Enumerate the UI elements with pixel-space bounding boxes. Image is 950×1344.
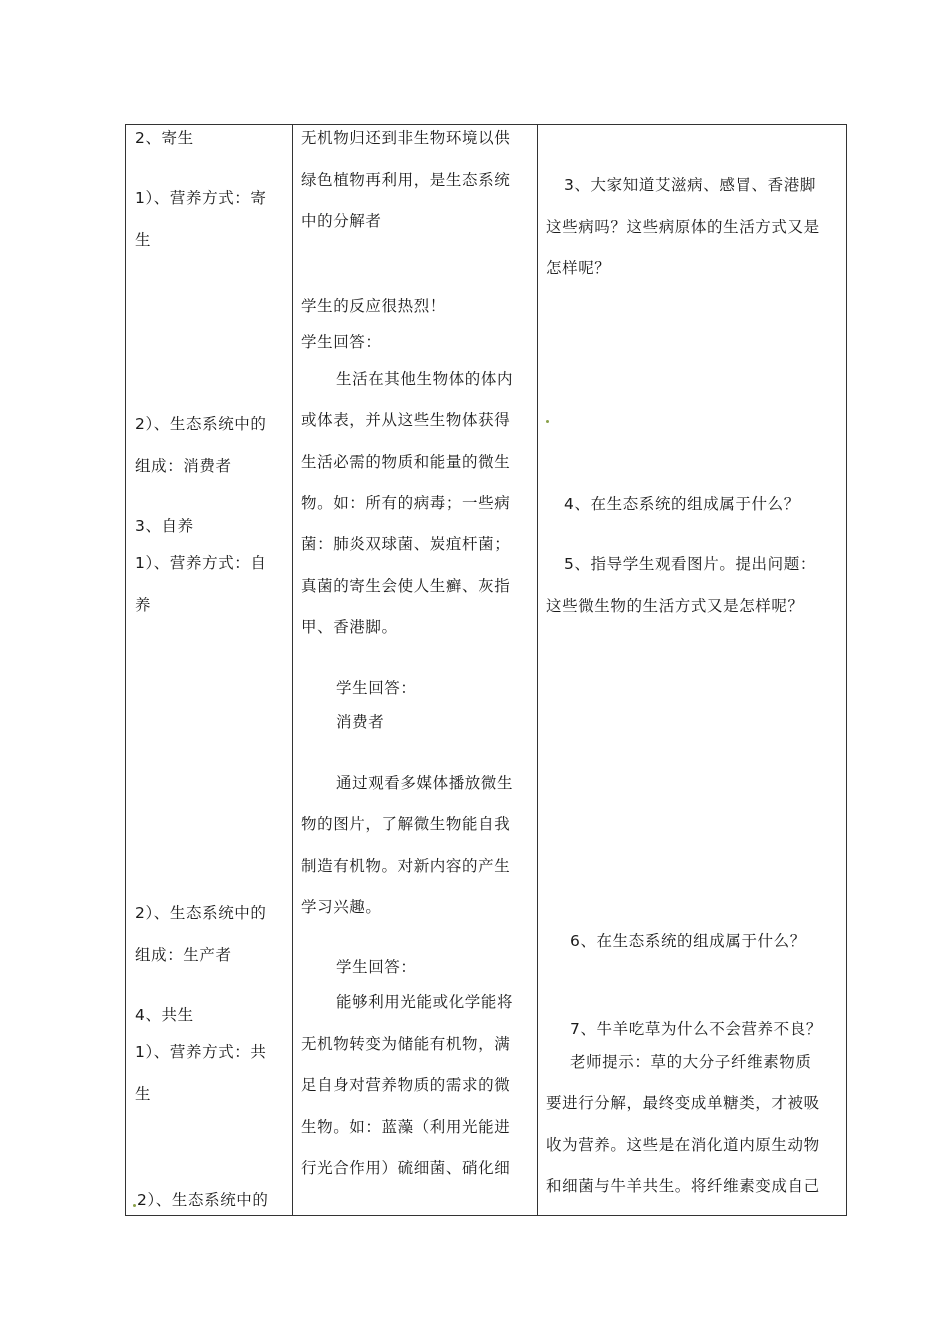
col3-line: 3、大家知道艾滋病、感冒、香港脚 bbox=[564, 176, 816, 194]
column-divider-1 bbox=[292, 125, 293, 1215]
col3-line: 老师提示：草的大分子纤维素物质 bbox=[570, 1053, 812, 1071]
col1-line: 2）、生态系统中的 bbox=[137, 1191, 269, 1209]
col3-line: 要进行分解，最终变成单糖类，才被吸 bbox=[546, 1094, 820, 1112]
col1-line: 1）、营养方式：寄 bbox=[135, 189, 267, 207]
col3-line: 收为营养。这些是在消化道内原生动物 bbox=[546, 1136, 820, 1154]
col1-line: 2、寄生 bbox=[135, 129, 194, 147]
col2-line: 中的分解者 bbox=[301, 212, 382, 230]
col2-line: 学生的反应很热烈！ bbox=[301, 297, 446, 315]
col2-line: 能够利用光能或化学能将 bbox=[336, 993, 514, 1011]
col2-line: 学生回答： bbox=[336, 679, 417, 697]
col2-line: 生物。如：蓝藻（利用光能进 bbox=[301, 1118, 511, 1136]
col3-line: 4、在生态系统的组成属于什么？ bbox=[564, 495, 800, 513]
col3-line: 这些微生物的生活方式又是怎样呢？ bbox=[546, 597, 804, 615]
col2-line: 菌：肺炎双球菌、炭疽杆菌； bbox=[301, 535, 511, 553]
col2-line: 学习兴趣。 bbox=[301, 898, 382, 916]
col1-line: 4、共生 bbox=[135, 1006, 194, 1024]
column-divider-2 bbox=[537, 125, 538, 1215]
col2-line: 物的图片，了解微生物能自我 bbox=[301, 815, 511, 833]
col2-line: 无机物转变为储能有机物，满 bbox=[301, 1035, 511, 1053]
col1-line: 生 bbox=[135, 1085, 152, 1103]
col1-line: 1）、营养方式：共 bbox=[135, 1043, 267, 1061]
col2-line: 物。如：所有的病毒；一些病 bbox=[301, 494, 511, 512]
col1-line: 2）、生态系统中的 bbox=[135, 415, 267, 433]
col1-line: 组成：生产者 bbox=[135, 946, 232, 964]
col1-line: 1）、营养方式：自 bbox=[135, 554, 267, 572]
col1-line: 生 bbox=[135, 231, 152, 249]
col3-line: 怎样呢？ bbox=[546, 259, 611, 277]
col2-line: 行光合作用）硫细菌、硝化细 bbox=[301, 1159, 511, 1177]
col2-line: 甲、香港脚。 bbox=[301, 618, 398, 636]
col3-line: 这些病吗？这些病原体的生活方式又是 bbox=[546, 218, 820, 236]
col2-line: 制造有机物。对新内容的产生 bbox=[301, 857, 511, 875]
col3-line: 和细菌与牛羊共生。将纤维素变成自己 bbox=[546, 1177, 820, 1195]
col2-line: 学生回答： bbox=[336, 958, 417, 976]
stray-mark bbox=[133, 1204, 136, 1207]
col3-line: 5、指导学生观看图片。提出问题： bbox=[564, 555, 816, 573]
col2-line: 绿色植物再利用，是生态系统 bbox=[301, 171, 511, 189]
stray-mark bbox=[546, 420, 549, 423]
col2-line: 或体表，并从这些生物体获得 bbox=[301, 411, 511, 429]
col2-line: 无机物归还到非生物环境以供 bbox=[301, 129, 511, 147]
col1-line: 组成：消费者 bbox=[135, 457, 232, 475]
col2-line: 真菌的寄生会使人生癣、灰指 bbox=[301, 577, 511, 595]
col2-line: 学生回答： bbox=[301, 333, 382, 351]
col1-line: 养 bbox=[135, 596, 152, 614]
col3-line: 6、在生态系统的组成属于什么？ bbox=[570, 932, 806, 950]
col2-line: 生活在其他生物体的体内 bbox=[336, 370, 514, 388]
col1-line: 3、自养 bbox=[135, 517, 194, 535]
col3-line: 7、牛羊吃草为什么不会营养不良？ bbox=[570, 1020, 822, 1038]
col2-line: 通过观看多媒体播放微生 bbox=[336, 774, 514, 792]
col2-line: 生活必需的物质和能量的微生 bbox=[301, 453, 511, 471]
col1-line: 2）、生态系统中的 bbox=[135, 904, 267, 922]
col2-line: 足自身对营养物质的需求的微 bbox=[301, 1076, 511, 1094]
col2-line: 消费者 bbox=[336, 713, 385, 731]
